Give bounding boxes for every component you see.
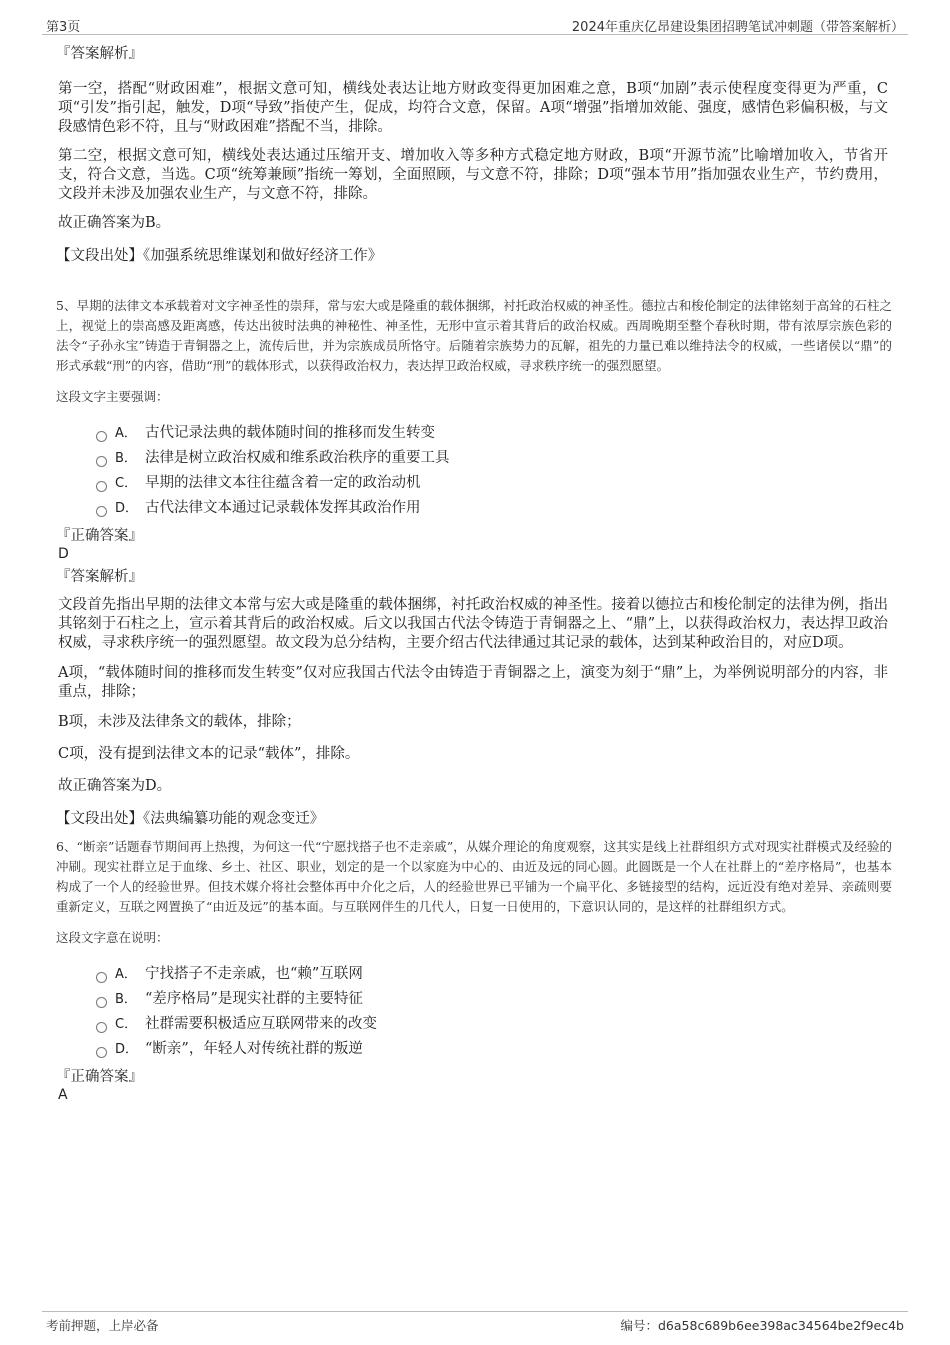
document-code-value: d6a58c689b6ee398ac34564be2f9ec4b [658,1318,904,1333]
radio-icon[interactable] [96,1022,107,1033]
radio-icon[interactable] [96,972,107,983]
footer-slogan: 考前押题，上岸必备 [46,1318,159,1333]
option-c[interactable]: C． 社群需要积极适应互联网带来的改变 [96,1012,896,1037]
question-5-options [56,421,896,521]
question-5-prompt: 这段文字主要强调： [56,389,169,404]
document-title: 2024年重庆亿昂建设集团招聘笔试冲刺题（带答案解析） [571,20,904,35]
page-footer [42,1311,908,1336]
radio-icon[interactable] [96,997,107,1008]
question-6-options [56,962,896,1062]
correct-answer-label: 『正确答案』 [56,1069,143,1085]
document-code-label: 编号： [620,1318,658,1333]
radio-icon[interactable] [96,481,107,492]
correct-answer-label: 『正确答案』 [56,528,143,544]
option-d[interactable]: D． “断亲”，年轻人对传统社群的叛逆 [96,1037,896,1062]
radio-icon[interactable] [96,456,107,467]
question-5-answer: D [58,546,69,562]
option-a[interactable]: A． 宁找搭子不走亲戚，也“赖”互联网 [96,962,896,987]
option-d[interactable]: D． 古代法律文本通过记录载体发挥其政治作用 [96,496,896,521]
question-5-conclusion: 故正确答案为D。 [58,778,172,794]
option-c[interactable]: C． 早期的法律文本往往蕴含着一定的政治动机 [96,471,896,496]
radio-icon[interactable] [96,506,107,517]
analysis-label: 『答案解析』 [56,46,143,62]
page-content [56,44,896,1104]
option-b[interactable]: B． “差序格局”是现实社群的主要特征 [96,987,896,1012]
document-code [620,1316,904,1334]
question-5-analysis-2: A项，“载体随时间的推移而发生转变”仅对应我国古代法令由铸造于青铜器之上，演变为刻于“鼎”上，为举例说明部分的内容，非重点，排除； [58,665,888,700]
analysis-paragraph-2: 第二空，根据文意可知，横线处表达通过压缩开支、增加收入等多种方式稳定地方财政，B项“开源节流”比喻增加收入，节省开支，符合文意，当选。C项“统筹兼顾”指统一筹划，全面照顾，与文意不符，排除；D项“强本节用”指加强农业生产，节约费用，文段并未涉及加强农业生产，与文意不符，排除。 [58,148,888,202]
radio-icon[interactable] [96,431,107,442]
analysis-label: 『答案解析』 [56,569,143,585]
analysis-paragraph-1: 第一空，搭配“财政困难”，根据文意可知，横线处表达让地方财政变得更加困难之意，B项“加剧”表示使程度变得更为严重，C项“引发”指引起，触发，D项“导致”指使产生，促成，均符合文意，保留。A项“增强”指增加效能、强度，感情色彩偏积极，与文段感情色彩不符，且与“财政困难”搭配不当，排除。 [58,81,888,135]
source-line [56,809,896,829]
question-5-analysis-4: C项，没有提到法律文本的记录“载体”，排除。 [58,746,360,762]
question-5-stem: 5、早期的法律文本承载着对文字神圣性的崇拜，常与宏大或是隆重的载体捆绑，衬托政治权威的神圣性。德拉古和梭伦制定的法律铭刻于高耸的石柱之上，视觉上的崇高感及距离感，传达出彼时法典的神秘性、神圣性，无形中宣示着其背后的政治权威。西周晚期至整个春秋时期，带有浓厚宗族色彩的法令“子孙永宝”铸造于青铜器之上，流传后世，并为宗族成员所恪守。后随着宗族势力的瓦解，祖先的力量已难以维持法令的权威，一些诸侯以“鼎”的形式承载“刑”的内容，借助“刑”的载体形式，以获得政治权力，表达捍卫政治权威，寻求秩序统一的强烈愿望。 [56,298,892,373]
question-6-answer: A [58,1087,68,1103]
question-6-stem: 6、“断亲”话题春节期间再上热搜，为何这一代“宁愿找搭子也不走亲戚”，从媒介理论的角度观察，这其实是线上社群组织方式对现实社群模式及经验的冲刷。现实社群立足于血缘、乡土、社区、职业，划定的是一个以家庭为中心的、由近及远的同心圆。此圆既是一个人在社群上的“差序格局”，也基本构成了一个人的经验世界。但技术媒介将社会整体再中介化之后，人的经验世界已平铺为一个扁平化、多链接型的结构，远近没有绝对差异、亲疏则要重新定义，互联之网置换了“由近及远”的基本面。与互联网伴生的几代人，日复一日使用的，下意识认同的，是这样的社群组织方式。 [56,839,892,914]
question-5-analysis-3: B项，未涉及法律条文的载体，排除； [58,714,301,730]
source-title: 《法典编纂功能的观念变迁》 [143,811,325,827]
question-6-prompt: 这段文字意在说明： [56,930,169,945]
option-a[interactable]: A． 古代记录法典的载体随时间的推移而发生转变 [96,421,896,446]
page-number: 第3页 [46,20,81,35]
question-5-analysis-1: 文段首先指出早期的法律文本常与宏大或是隆重的载体捆绑，衬托政治权威的神圣性。接着以德拉古和梭伦制定的法律为例，指出其铭刻于石柱之上，宣示着其背后的政治权威。后文以我国古代法令铸造于青铜器之上、“鼎”上，以获得政治权力，表达捍卫政治权威，寻求秩序统一的强烈愿望。故文段为总分结构，主要介绍古代法律通过其记录的载体，达到某种政治目的，对应D项。 [58,597,888,651]
source-title: 《加强系统思维谋划和做好经济工作》 [143,248,383,264]
source-line [56,246,896,266]
radio-icon[interactable] [96,1047,107,1058]
analysis-conclusion: 故正确答案为B。 [58,215,171,231]
option-b[interactable]: B． 法律是树立政治权威和维系政治秩序的重要工具 [96,446,896,471]
page-header [42,14,908,35]
source-label: 【文段出处】 [56,811,143,827]
source-label: 【文段出处】 [56,248,143,264]
